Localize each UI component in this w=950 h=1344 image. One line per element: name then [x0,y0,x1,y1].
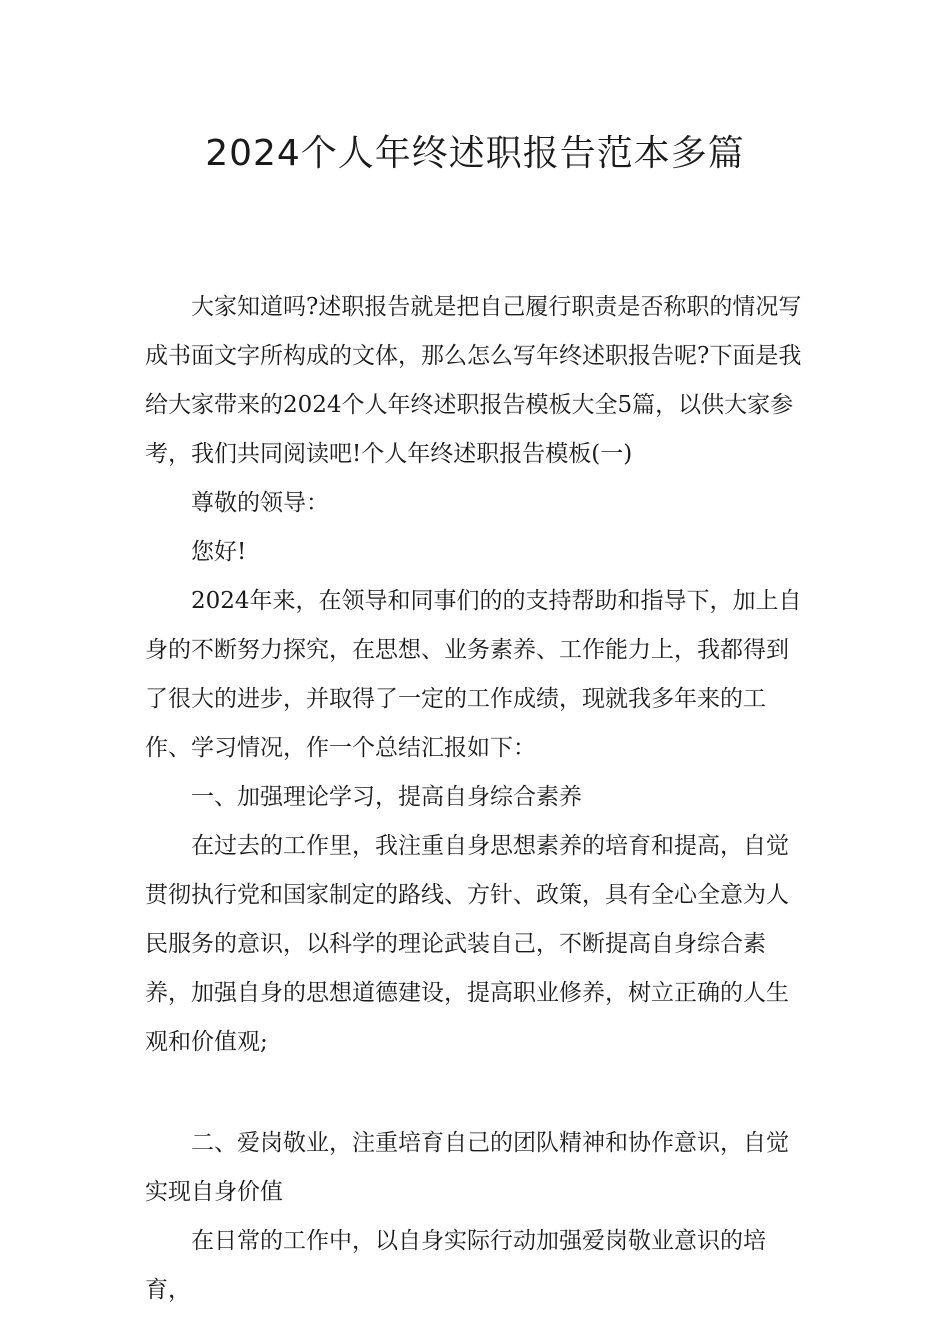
paragraph-intro: 大家知道吗?述职报告就是把自己履行职责是否称职的情况写成书面文字所构成的文体，那么怎么写年终述职报告呢?下面是我给大家带来的2024个人年终述职报告模板大全5篇，以供大家参考，我们共同阅读吧!个人年终述职报告模板(一) [145,294,802,467]
paragraph-section-2: 在日常的工作中，以自身实际行动加强爱岗敬业意识的培育， [145,1228,766,1303]
document-title: 2024个人年终述职报告范本多篇 [205,133,745,174]
document-body [145,283,809,1315]
paragraph-summary: 2024年来，在领导和同事们的的支持帮助和指导下，加上自身的不断努力探究，在思想、业务素养、工作能力上，我都得到了很大的进步，并取得了一定的工作成绩，现就我多年来的工作、学习情况，作一个总结汇报如下： [145,588,802,761]
section-heading-2: 二、爱岗敬业，注重培育自己的团队精神和协作意识，自觉实现自身价值 [145,1130,789,1205]
section-heading-1: 一、加强理论学习，提高自身综合素养 [191,784,582,810]
paragraph-greeting: 您好! [191,539,247,565]
paragraph-salutation: 尊敬的领导： [191,490,329,516]
paragraph-section-1: 在过去的工作里，我注重自身思想素养的培育和提高，自觉贯彻执行党和国家制定的路线、方针、政策，具有全心全意为人民服务的意识，以科学的理论武装自己，不断提高自身综合素养，加强自身的思想道德建设，提高职业修养，树立正确的人生观和价值观; [145,833,789,1055]
